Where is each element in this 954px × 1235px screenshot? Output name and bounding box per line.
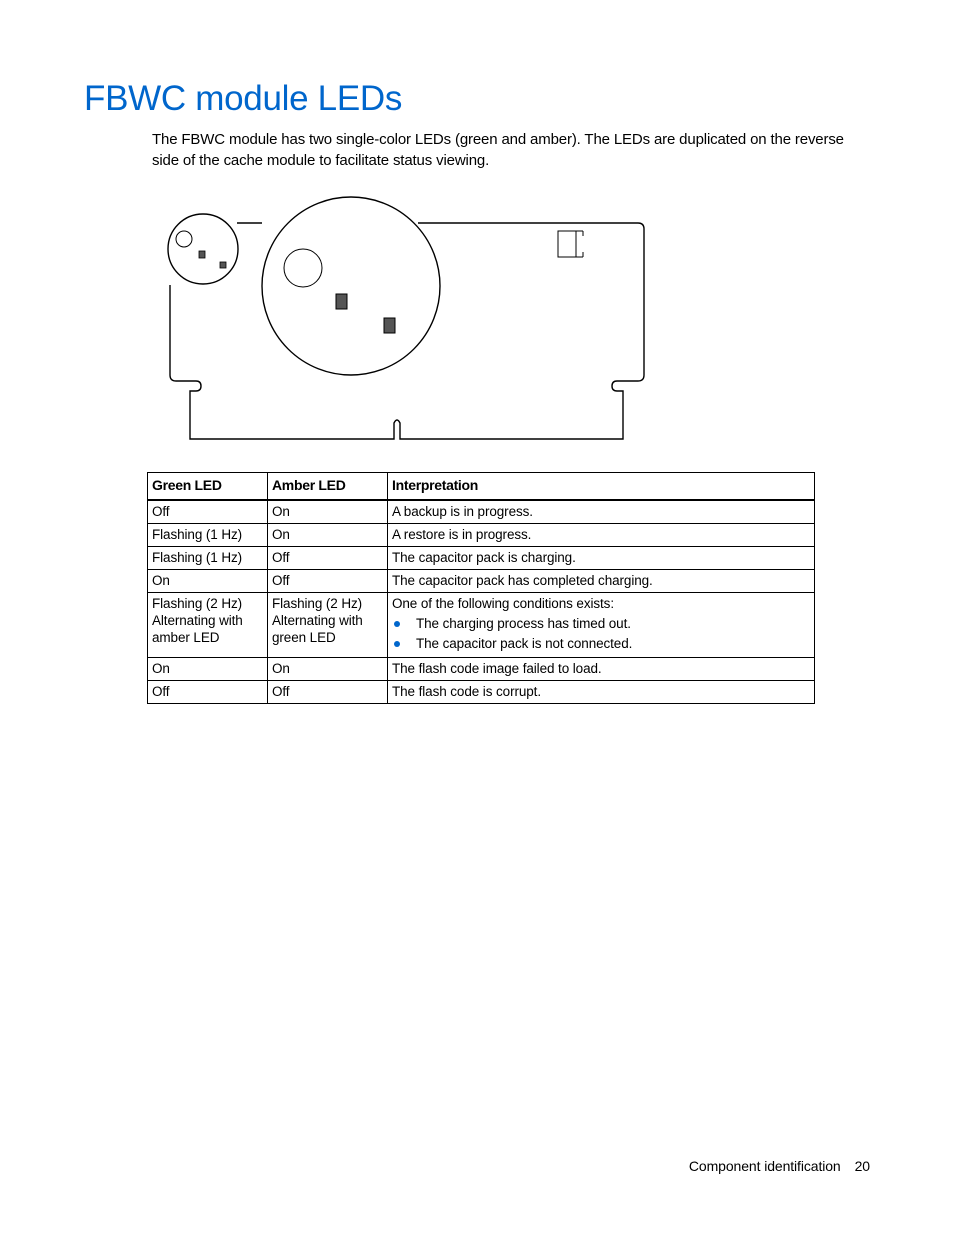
cell-amber: Off xyxy=(268,681,388,704)
module-board-outline xyxy=(170,223,644,439)
header-interpretation: Interpretation xyxy=(388,473,815,501)
table-header-row xyxy=(148,473,815,501)
cell-green: Off xyxy=(148,681,268,704)
cell-green: On xyxy=(148,570,268,593)
cell-amber: Off xyxy=(268,570,388,593)
led-status-table xyxy=(147,472,815,704)
conditions-intro: One of the following conditions exists: xyxy=(392,596,614,611)
table-row xyxy=(148,524,815,547)
cell-interpretation: A backup is in progress. xyxy=(388,500,815,524)
header-green-led: Green LED xyxy=(148,473,268,501)
table-row xyxy=(148,681,815,704)
mount-hole-large xyxy=(284,249,322,287)
mount-hole-small xyxy=(176,231,192,247)
table-row xyxy=(148,658,815,681)
cell-green: On xyxy=(148,658,268,681)
list-item: The capacitor pack is not connected. xyxy=(392,634,810,654)
cell-green: Flashing (1 Hz) xyxy=(148,547,268,570)
cell-amber: Off xyxy=(268,547,388,570)
cell-green: Flashing (1 Hz) xyxy=(148,524,268,547)
cell-amber: On xyxy=(268,658,388,681)
connector-bracket xyxy=(558,231,583,257)
amber-led-large xyxy=(384,318,395,333)
page-number: 20 xyxy=(854,1158,870,1174)
page-footer xyxy=(689,1158,870,1174)
led-callout-large xyxy=(262,197,440,375)
table-row xyxy=(148,500,815,524)
green-led-small xyxy=(199,251,205,258)
cell-green: Flashing (2 Hz) Alternating with amber LED xyxy=(148,593,268,658)
conditions-list xyxy=(392,614,810,654)
footer-section-name: Component identification xyxy=(688,1158,841,1174)
intro-paragraph: The FBWC module has two single-color LEDs (green and amber). The LEDs are duplicated on the reverse side of the cache module to facilitate status viewing. xyxy=(152,131,844,169)
cell-interpretation: The capacitor pack is charging. xyxy=(388,547,815,570)
cell-interpretation: The capacitor pack has completed charging. xyxy=(388,570,815,593)
header-amber-led: Amber LED xyxy=(268,473,388,501)
green-led-large xyxy=(336,294,347,309)
table-row xyxy=(148,570,815,593)
cell-amber: On xyxy=(268,500,388,524)
cell-amber: On xyxy=(268,524,388,547)
cell-green: Off xyxy=(148,500,268,524)
page-title: FBWC module LEDs xyxy=(84,79,403,118)
cell-interpretation xyxy=(388,593,815,658)
table-row xyxy=(148,547,815,570)
amber-led-small xyxy=(220,262,226,268)
list-item: The charging process has timed out. xyxy=(392,614,810,634)
cell-interpretation: The flash code is corrupt. xyxy=(388,681,815,704)
table-row xyxy=(148,593,815,658)
led-callout-small xyxy=(168,214,238,284)
fbwc-module-diagram xyxy=(0,0,954,460)
cell-amber: Flashing (2 Hz) Alternating with green LED xyxy=(268,593,388,658)
cell-interpretation: A restore is in progress. xyxy=(388,524,815,547)
cell-interpretation: The flash code image failed to load. xyxy=(388,658,815,681)
